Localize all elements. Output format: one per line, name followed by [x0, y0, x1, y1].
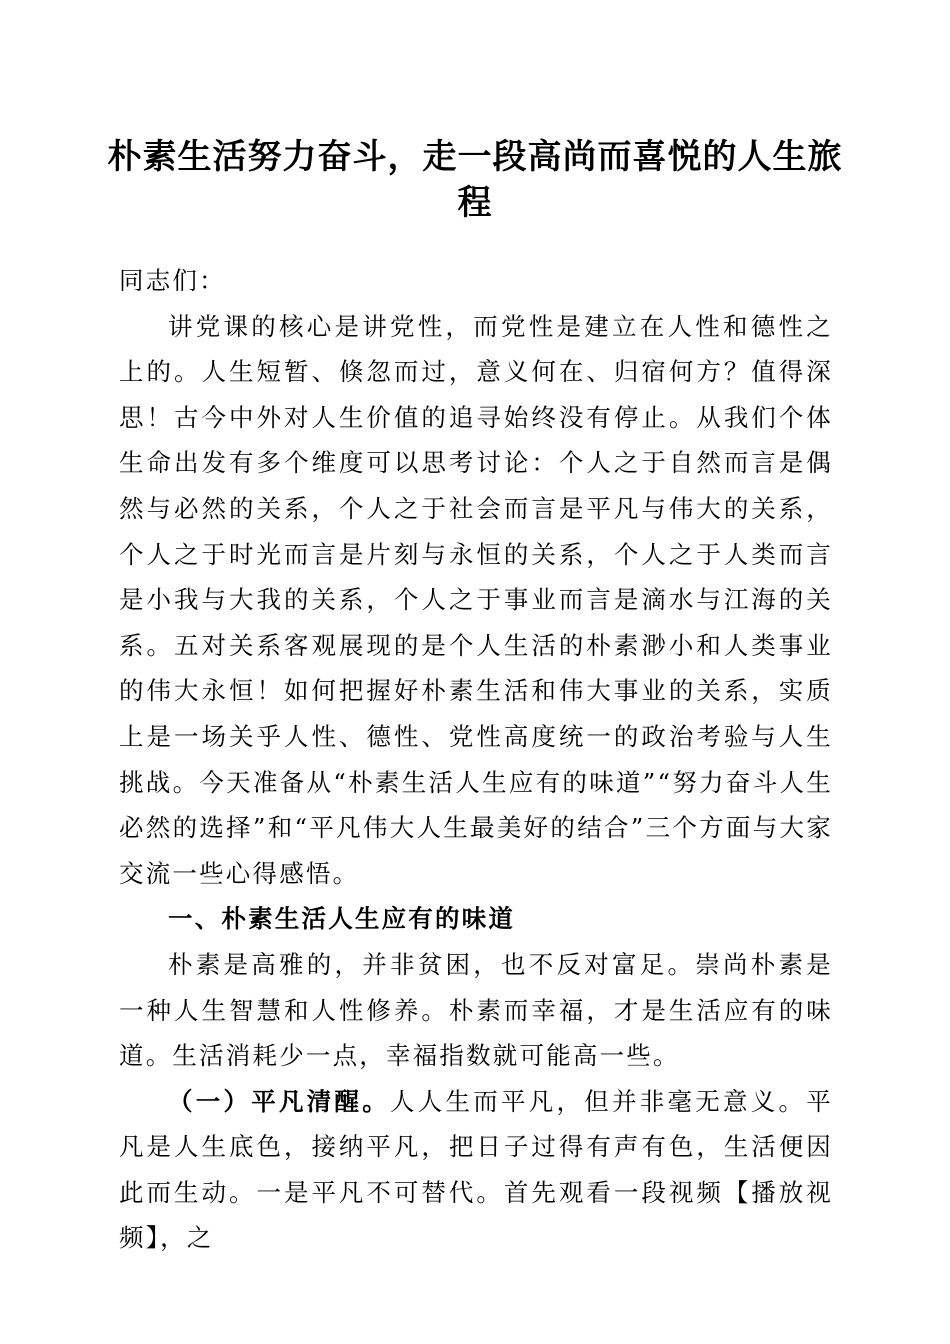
subsection-heading-1: （一）平凡清醒。 — [168, 1086, 391, 1116]
salutation: 同志们： — [119, 266, 226, 295]
section-heading-1: 一、朴素生活人生应有的味道 — [168, 904, 516, 934]
subsection-paragraph-1 — [119, 1079, 833, 1261]
section-paragraph-1: 朴素是高雅的，并非贫困，也不反对富足。崇尚朴素是一种人生智慧和人性修养。朴素而幸福，才是生活应有的味道。生活消耗少一点，幸福指数就可能高一些。 — [119, 949, 833, 1071]
document-body — [119, 258, 833, 1261]
intro-paragraph: 讲党课的核心是讲党性，而党性是建立在人性和德性之上的。人生短暂、倏忽而过，意义何在、归宿何方？值得深思！古今中外对人生价值的追寻始终没有停止。从我们个体生命出发有多个维度可以思考讨论：个人之于自然而言是偶然与必然的关系，个人之于社会而言是平凡与伟大的关系，个人之于时光而言是片刻与永恒的关系，个人之于人类而言是小我与大我的关系，个人之于事业而言是滴水与江海的关系。五对关系客观展现的是个人生活的朴素渺小和人类事业的伟大永恒！如何把握好朴素生活和伟大事业的关系，实质上是一场关乎人性、德性、党性高度统一的政治考验与人生挑战。今天准备从“朴素生活人生应有的味道”“努力奋斗人生必然的选择”和“平凡伟大人生最美好的结合”三个方面与大家交流一些心得感悟。 — [119, 311, 833, 888]
document-title: 朴素生活努力奋斗，走一段高尚而喜悦的人生旅程 — [107, 137, 843, 223]
subsection-text-1: 人人生而平凡，但并非毫无意义。平凡是人生底色，接纳平凡，把日子过得有声有色，生活便因此而生动。一是平凡不可替代。首先观看一段视频【播放视频】，之 — [119, 1086, 833, 1253]
